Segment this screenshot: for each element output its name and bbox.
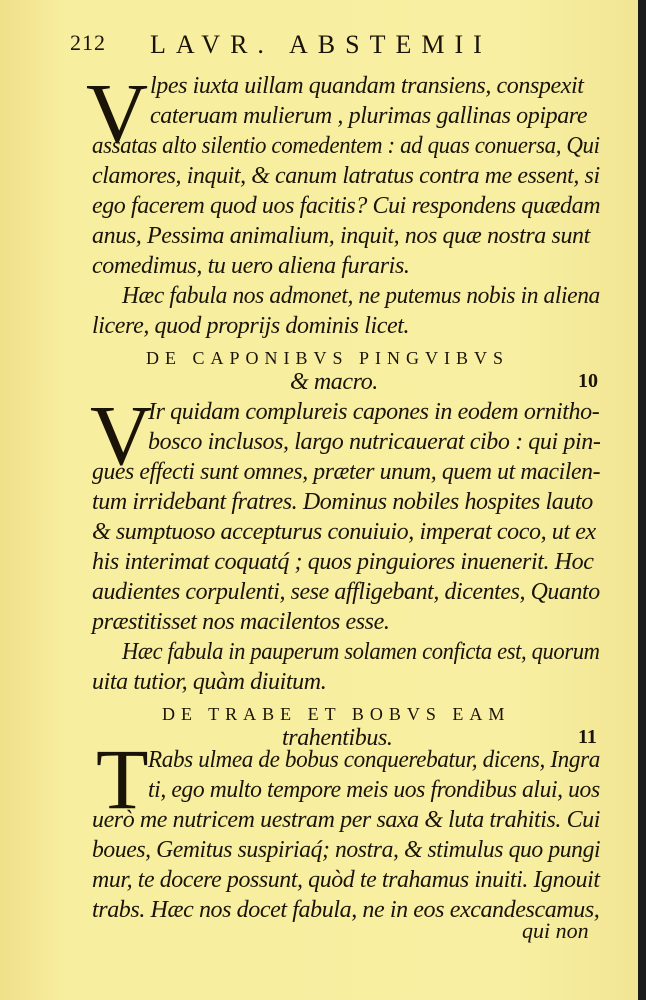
text-line: Rabs ulmea de bobus conquerebatur, dicens, Ingra <box>148 747 600 773</box>
text-line: gues effecti sunt omnes, præter unum, quem ut macilen- <box>92 459 601 485</box>
drop-cap: V <box>90 387 153 483</box>
moral-line: Hæc fabula in pauperum solamen conficta est, quorum <box>122 639 600 665</box>
text-line: ego facerem quod uos facitis? Cui respondens quædam <box>92 193 601 219</box>
text-line: audientes corpulenti, sese affligebant, dicentes, Quanto <box>92 579 600 605</box>
page-header <box>70 30 590 64</box>
fable-number: 11 <box>578 726 597 748</box>
moral-line: uita tutior, quàm diuitum. <box>92 669 327 695</box>
fable-title: DE CAPONIBVS PINGVIBVS <box>146 348 510 368</box>
text-line: præstitisset nos macilentos esse. <box>92 609 390 635</box>
moral-line: Hæc fabula nos admonet, ne putemus nobis in aliena <box>122 283 600 309</box>
text-line: trabs. Hæc nos docet fabula, ne in eos excandescamus, <box>92 897 600 923</box>
text-line: mur, te docere possunt, quòd te trahamus inuiti. Ignouit <box>92 867 600 893</box>
text-line: ti, ego multo tempore meis uos frondibus alui, uos <box>148 777 600 803</box>
running-head: LAVR. ABSTEMII <box>150 30 492 59</box>
text-line: cateruam mulierum , plurimas gallinas opipare <box>150 103 588 129</box>
text-line: boues, Gemitus suspiriaq́; nostra, & stimulus quo pungi <box>92 837 601 863</box>
page-number: 212 <box>70 30 106 55</box>
fable-title-cont: & macro. <box>290 369 378 395</box>
text-line: his interimat coquatq́ ; quos pinguiores inuenerit. Hoc <box>92 549 594 575</box>
fable-number: 10 <box>578 370 598 392</box>
text-line: & sumptuoso accepturus conuiuio, imperat coco, ut ex <box>92 519 596 545</box>
text-line: assatas alto silentio comedentem : ad quas conuersa, Qui <box>92 133 600 159</box>
text-line: anus, Pessima animalium, inquit, nos quæ nostra sunt <box>92 223 590 249</box>
text-line: comedimus, tu uero aliena furaris. <box>92 253 410 279</box>
drop-cap: V <box>86 65 149 161</box>
drop-cap: T <box>96 731 149 827</box>
moral-line: licere, quod proprijs dominis licet. <box>92 313 410 339</box>
text-line: tum irridebant fratres. Dominus nobiles hospites lauto <box>92 489 593 515</box>
text-line: lpes iuxta uillam quandam transiens, conspexit <box>150 73 584 99</box>
catchword: qui non <box>522 918 589 943</box>
fable-title: DE TRABE ET BOBVS EAM <box>162 704 511 724</box>
text-line: clamores, inquit, & canum latratus contra me essent, si <box>92 163 600 189</box>
fable-title-cont: trahentibus. <box>282 725 393 751</box>
text-line: Ir quidam complureis capones in eodem ornitho- <box>148 399 600 425</box>
text-line: bosco inclusos, largo nutricauerat cibo : qui pin- <box>148 429 601 455</box>
text-line: uerò me nutricem uestram per saxa & luta trahitis. Cui <box>92 807 601 833</box>
